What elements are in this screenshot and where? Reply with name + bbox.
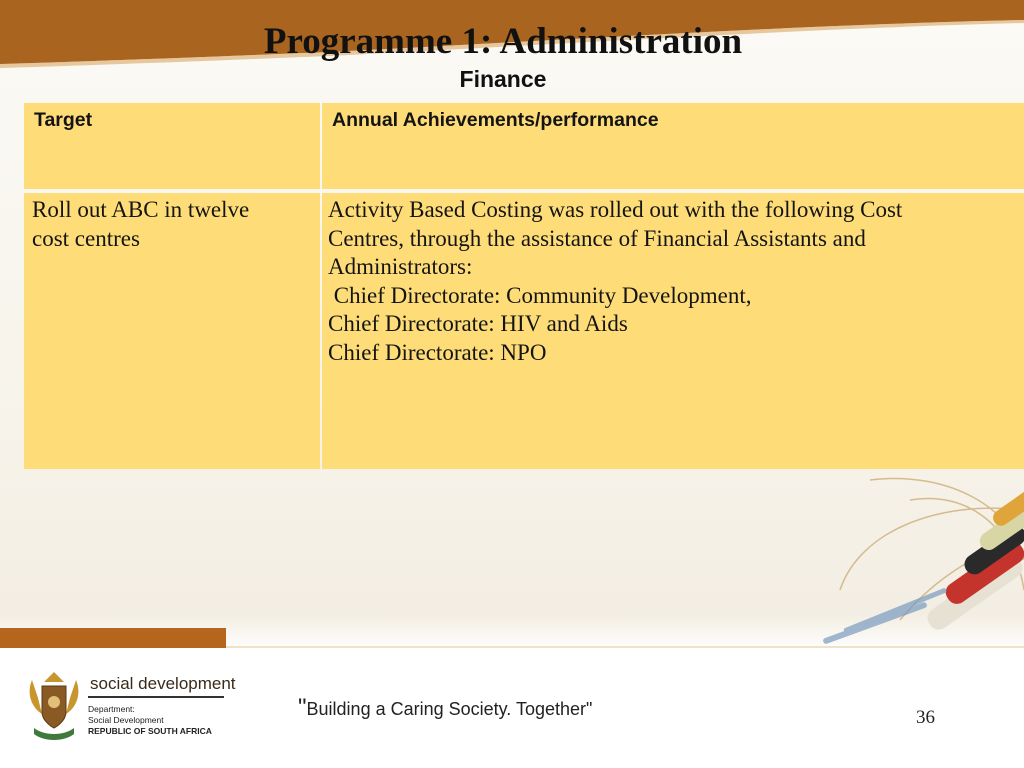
slogan-open-quote: " — [298, 694, 307, 721]
department-block — [88, 704, 212, 737]
achievement-line: Chief Directorate: Community Development, — [328, 282, 752, 308]
achievement-line: Chief Directorate: HIV and Aids — [328, 311, 628, 336]
table-row — [24, 193, 1024, 469]
header-achievements: Annual Achievements/performance — [322, 103, 1024, 189]
slide-title: Programme 1: Administration — [263, 21, 743, 62]
achievement-line: Chief Directorate: NPO — [328, 339, 547, 365]
department-line: Department: — [88, 704, 135, 714]
brand-name: social development — [90, 674, 236, 693]
target-cell — [24, 193, 320, 469]
achievement-cell — [322, 193, 1024, 469]
department-line: Social Development — [88, 715, 164, 725]
slogan-text: Building a Caring Society. Together" — [306, 699, 593, 719]
department-line: REPUBLIC OF SOUTH AFRICA — [88, 726, 212, 736]
achievement-line: Centres, through the assistance of Financial Assistants and — [328, 225, 866, 251]
slogan — [298, 694, 592, 722]
coat-of-arms-icon — [24, 668, 84, 744]
header-target: Target — [24, 103, 320, 189]
targets-table — [24, 103, 1024, 469]
beadwork-decoration-icon — [800, 470, 1024, 650]
brand-rule — [88, 696, 224, 698]
slide-subtitle: Finance — [459, 66, 547, 92]
achievement-line: Activity Based Costing was rolled out with the following Cost — [328, 197, 903, 222]
footer-accent-bar — [0, 628, 226, 648]
page-number: 36 — [916, 707, 935, 728]
target-line: cost centres — [32, 225, 140, 251]
target-line: Roll out ABC in twelve — [32, 197, 250, 222]
table-header-row — [24, 103, 1024, 189]
achievement-line: Administrators: — [328, 254, 473, 279]
